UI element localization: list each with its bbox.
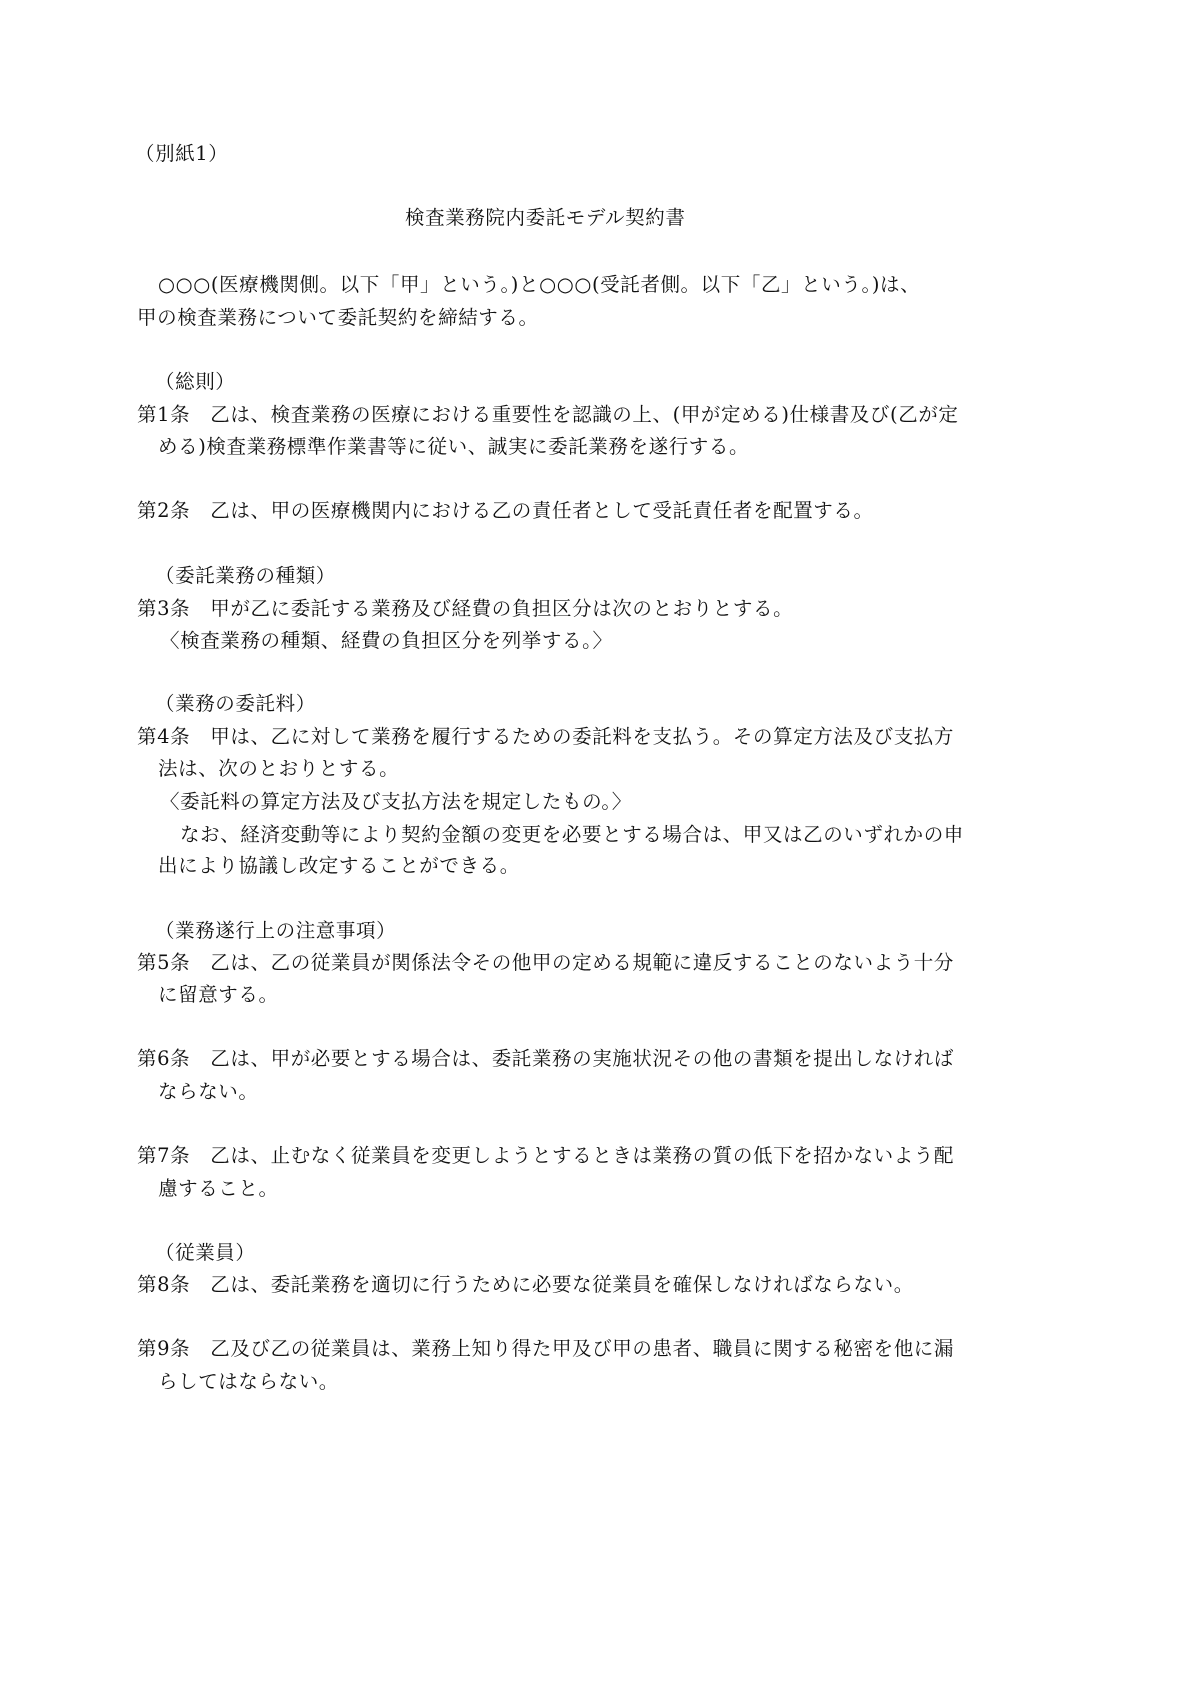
section-heading-work-types: （委託業務の種類） bbox=[155, 564, 336, 587]
section-heading-precautions: （業務遂行上の注意事項） bbox=[155, 919, 397, 942]
attachment-label: （別紙1） bbox=[135, 142, 229, 165]
preamble-line: ○○○(医療機関側。以下「甲」という。)と○○○(受託者側。以下「乙」という。)は、 bbox=[158, 273, 921, 296]
preamble-line: 甲の検査業務について委託契約を締結する。 bbox=[137, 306, 539, 329]
article-5-line: 第5条 乙は、乙の従業員が関係法令その他甲の定める規範に違反することのないよう十分 bbox=[137, 951, 955, 974]
section-heading-general: （総則） bbox=[155, 370, 236, 393]
article-8-line: 第8条 乙は、委託業務を適切に行うために必要な従業員を確保しなければならない。 bbox=[137, 1273, 914, 1296]
article-4-line: 出により協議し改定することができる。 bbox=[158, 854, 520, 877]
section-heading-employees: （従業員） bbox=[155, 1241, 256, 1264]
article-9-line: らしてはならない。 bbox=[158, 1370, 339, 1393]
article-7-line: 第7条 乙は、止むなく従業員を変更しようとするときは業務の質の低下を招かないよう配 bbox=[137, 1144, 955, 1167]
article-3-line: 〈検査業務の種類、経費の負担区分を列挙する。〉 bbox=[160, 629, 613, 652]
article-2-line: 第2条 乙は、甲の医療機関内における乙の責任者として受託責任者を配置する。 bbox=[137, 499, 874, 522]
article-3-line: 第3条 甲が乙に委託する業務及び経費の負担区分は次のとおりとする。 bbox=[137, 597, 794, 620]
article-4-line: 〈委託料の算定方法及び支払方法を規定したもの。〉 bbox=[160, 790, 632, 813]
article-4-line: 第4条 甲は、乙に対して業務を履行するための委託料を支払う。その算定方法及び支払方 bbox=[137, 725, 955, 748]
article-4-line: なお、経済変動等により契約金額の変更を必要とする場合は、甲又は乙のいずれかの申 bbox=[180, 823, 964, 846]
article-9-line: 第9条 乙及び乙の従業員は、業務上知り得た甲及び甲の患者、職員に関する秘密を他に漏 bbox=[137, 1337, 955, 1360]
article-1-line: 第1条 乙は、検査業務の医療における重要性を認識の上、(甲が定める)仕様書及び(乙が定 bbox=[137, 403, 959, 426]
article-1-line: める)検査業務標準作業書等に従い、誠実に委託業務を遂行する。 bbox=[158, 435, 750, 458]
section-heading-fee: （業務の委託料） bbox=[155, 692, 316, 715]
article-4-line: 法は、次のとおりとする。 bbox=[158, 757, 400, 780]
document-title: 検査業務院内委託モデル契約書 bbox=[405, 206, 686, 229]
article-6-line: 第6条 乙は、甲が必要とする場合は、委託業務の実施状況その他の書類を提出しなければ bbox=[137, 1047, 955, 1070]
article-5-line: に留意する。 bbox=[158, 983, 279, 1006]
article-7-line: 慮すること。 bbox=[158, 1177, 279, 1200]
article-6-line: ならない。 bbox=[158, 1080, 259, 1103]
